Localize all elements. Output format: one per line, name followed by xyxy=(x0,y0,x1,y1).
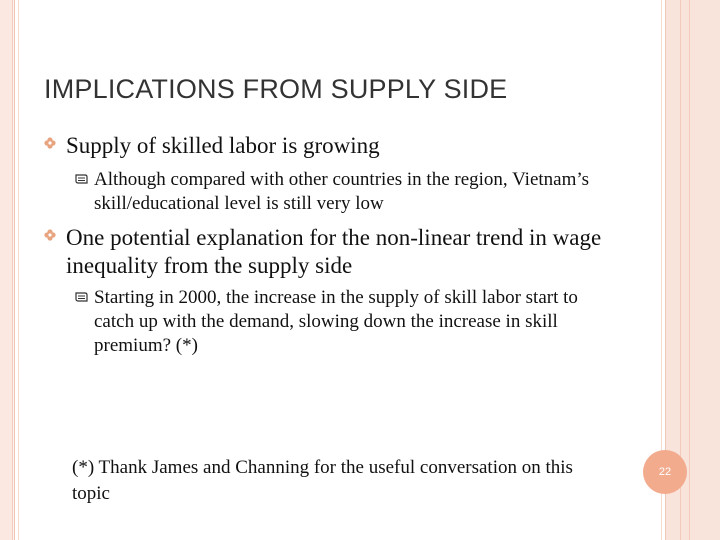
sub-bullet-text: Although compared with other countries in the region, Vietnam’s skill/educational level is still very low xyxy=(94,169,590,214)
page-number-badge: 22 xyxy=(643,450,687,494)
left-border-strip xyxy=(0,0,13,540)
footnote: (*) Thank James and Channing for the useful conversation on this topic xyxy=(72,457,573,504)
sub-bullet-text: Starting in 2000, the increase in the supply of skill labor start to catch up with the demand, slowing down the increase in skill premium? (*) xyxy=(94,287,578,356)
flower-bullet-icon xyxy=(44,137,56,149)
flower-bullet-icon xyxy=(44,229,56,241)
bullet-text: Supply of skilled labor is growing xyxy=(66,133,380,158)
bullet-text: One potential explanation for the non-linear trend in wage inequality from the supply side xyxy=(66,225,602,278)
scroll-bullet-icon xyxy=(74,173,88,185)
scroll-bullet-icon xyxy=(74,291,88,303)
slide-title: IMPLICATIONS FROM SUPPLY SIDE xyxy=(44,74,508,104)
